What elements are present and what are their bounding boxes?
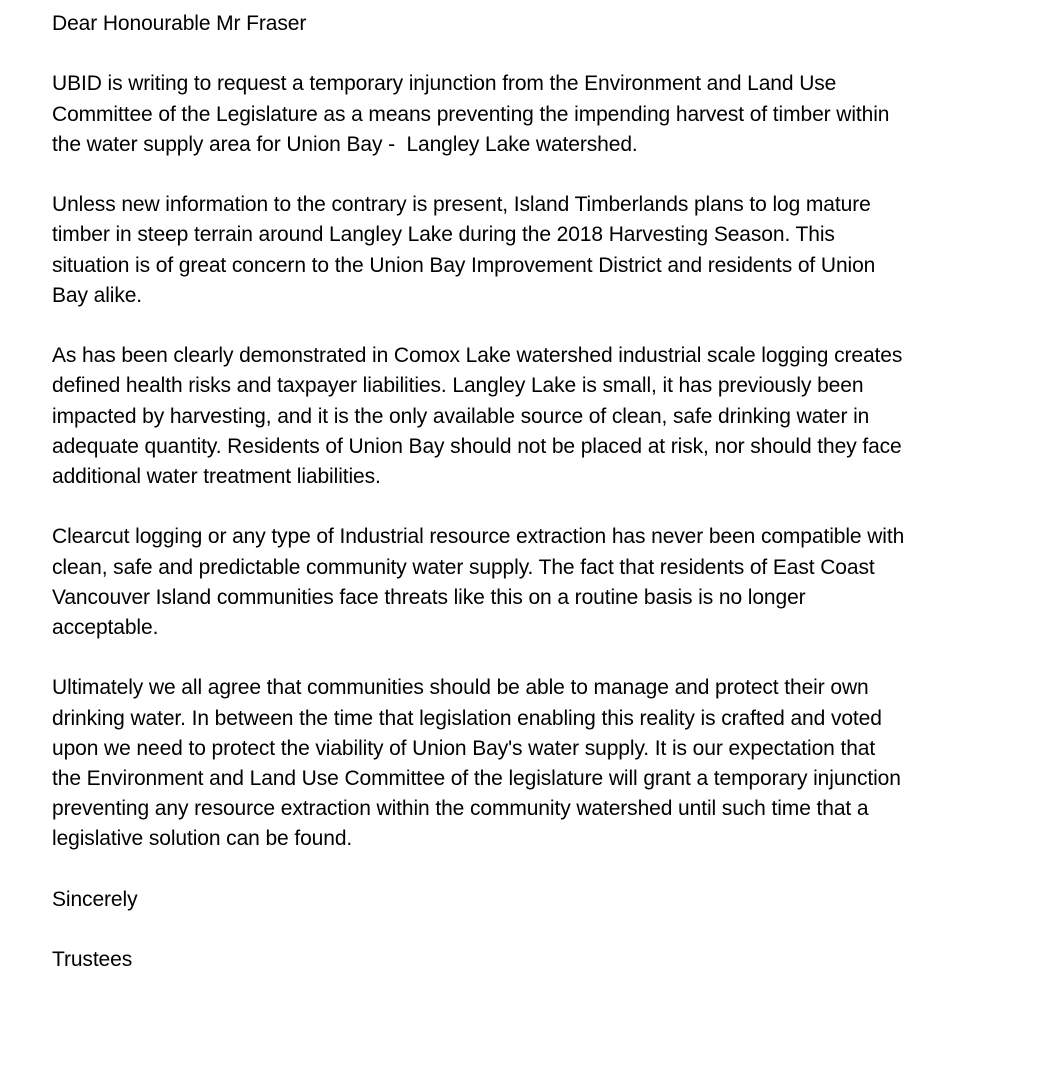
text-line: preventing any resource extraction within the community watershed until such time that a [52,797,869,821]
text-line: UBID is writing to request a temporary injunction from the Environment and Land Use [52,72,837,96]
paragraph-harvest-plans [52,190,1042,311]
text-line: legislative solution can be found. [52,827,353,851]
salutation-text: Dear Honourable Mr Fraser [52,12,307,35]
text-line: Clearcut logging or any type of Industrial resource extraction has never been compatible with [52,525,905,549]
text-line: Unless new information to the contrary is present, Island Timberlands plans to log mature [52,193,871,217]
text-line: upon we need to protect the viability of Union Bay's water supply. It is our expectation that [52,736,876,760]
closing [52,885,1042,915]
text-line: additional water treatment liabilities. [52,465,381,488]
text-line: defined health risks and taxpayer liabilities. Langley Lake is small, it has previously been [52,374,864,398]
signature [52,945,1042,975]
paragraph-clearcut [52,522,1042,643]
text-line: the Environment and Land Use Committee of the legislature will grant a temporary injunction [52,767,901,790]
text-line: impacted by harvesting, and it is the only available source of clean, safe drinking water in [52,404,870,428]
text-line: Bay alike. [52,283,143,307]
letter-body [52,9,1042,1006]
text-line: As has been clearly demonstrated in Comox Lake watershed industrial scale logging creates [52,344,903,368]
text-line: timber in steep terrain around Langley Lake during the 2018 Harvesting Season. This [52,223,835,247]
signature-text: Trustees [52,948,133,972]
text-line: clean, safe and predictable community water supply. The fact that residents of East Coast [52,555,875,579]
text-line: Vancouver Island communities face threats like this on a routine basis is no longer [52,585,806,609]
text-line: situation is of great concern to the Union Bay Improvement District and residents of Union [52,253,876,277]
text-line: the water supply area for Union Bay - Langley Lake watershed. [52,132,638,156]
paragraph-health-risks [52,341,1042,492]
text-line: acceptable. [52,616,159,639]
salutation [52,9,1042,39]
text-line: adequate quantity. Residents of Union Bay should not be placed at risk, nor should they face [52,434,902,458]
text-line: Committee of the Legislature as a means preventing the impending harvest of timber within [52,102,890,126]
text-line: drinking water. In between the time that legislation enabling this reality is crafted and voted [52,706,882,730]
paragraph-conclusion [52,673,1042,854]
text-line: Ultimately we all agree that communities should be able to manage and protect their own [52,676,869,700]
closing-text: Sincerely [52,887,138,911]
paragraph-request [52,69,1042,160]
